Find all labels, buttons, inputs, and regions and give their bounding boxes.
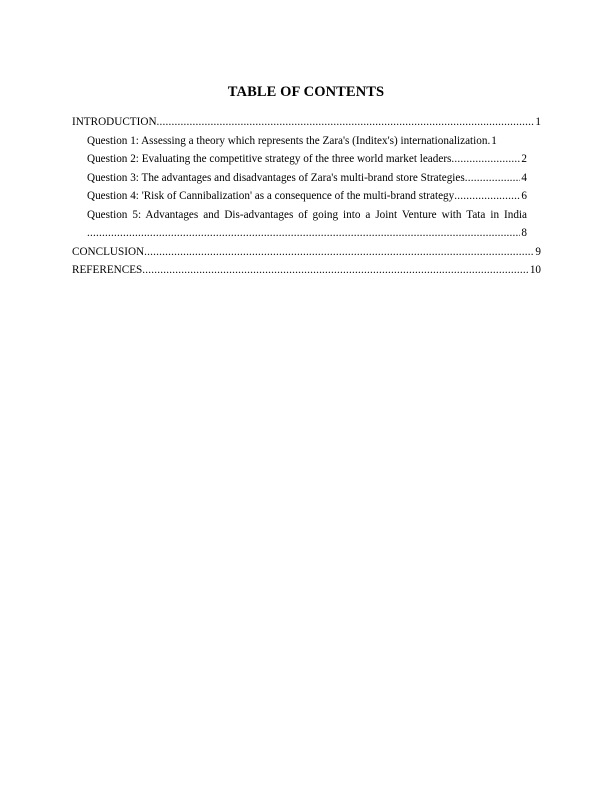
toc-entry-label: Question 1: Assessing a theory which represents the Zara's (Inditex's) internationalization. [87,134,491,147]
toc-entry-question-3[interactable] [72,169,541,188]
toc-entry-label: Question 3: The advantages and disadvantages of Zara's multi-brand store Strategies [87,171,465,184]
toc-entry-question-4[interactable] [72,187,541,206]
toc-entry-label: CONCLUSION [72,245,145,258]
toc-entry-page: 1 [535,116,541,128]
toc-entry-label: Question 4: 'Risk of Cannibalization' as a consequence of the multi-brand strategy [87,190,455,202]
dot-leader [142,261,529,280]
toc-entry-introduction[interactable] [72,113,541,132]
dot-leader [87,224,520,243]
toc-title: TABLE OF CONTENTS [227,84,385,100]
toc-entry-page: 8 [521,227,527,239]
toc-entry-references[interactable] [72,261,541,280]
toc-entry-page: 4 [521,171,527,184]
dot-leader [465,169,521,188]
toc-entry-question-5[interactable] [72,206,541,243]
toc-entry-conclusion[interactable] [72,243,541,262]
toc-entry-question-2[interactable] [72,150,541,169]
dot-leader [144,243,534,262]
table-of-contents [72,113,541,280]
toc-entry-page: 6 [521,190,527,202]
toc-entry-page: 2 [521,153,527,165]
toc-entry-label: Question 2: Evaluating the competitive strategy of the three world market leaders [87,153,452,165]
toc-entry-continuation [87,224,527,243]
toc-entry-label: INTRODUCTION [72,116,157,128]
dot-leader [157,113,535,132]
toc-entry-question-1[interactable] [72,132,541,151]
toc-entry-label: REFERENCES [72,264,143,276]
dot-leader [454,187,520,206]
dot-leader [451,150,520,169]
toc-entry-page: 9 [535,245,541,258]
toc-entry-label: Question 5: Advantages and Dis-advantages of going into a Joint Venture with Tata in India [87,208,527,221]
toc-entry-page: 1 [491,134,497,147]
toc-entry-page: 10 [529,264,541,276]
